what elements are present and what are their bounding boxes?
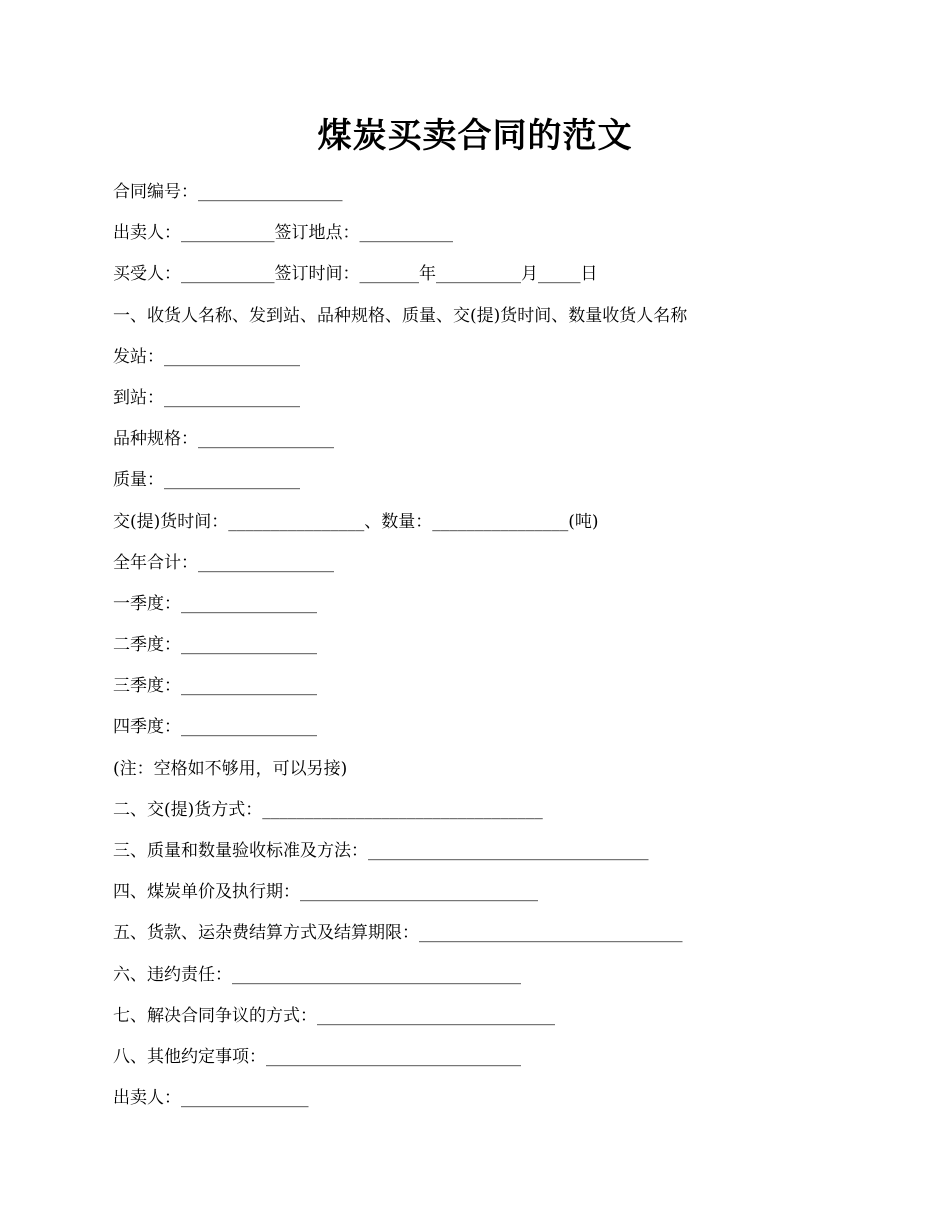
document-title: 煤炭买卖合同的范文 [317,116,633,156]
departure-station-line: 发站：________________ [113,346,300,367]
section-7-line: 七、解决合同争议的方式：____________________________ [113,1005,555,1026]
contract-number-line: 合同编号：_________________ [113,182,343,202]
arrival-station-line: 到站：________________ [113,387,300,408]
section-5-line: 五、货款、运杂费结算方式及结算期限：_______________________________ [113,923,683,944]
delivery-time-quantity-line: 交(提)货时间：________________、数量：________________(吨) [113,511,599,532]
section-2-line: 二、交(提)货方式：_________________________________ [113,799,543,820]
quarter-1-line: 一季度：________________ [113,593,317,614]
section-3-line: 三、质量和数量验收标准及方法：_________________________________ [113,841,649,861]
note-line: (注：空格如不够用，可以另接) [113,758,348,779]
section-8-line: 八、其他约定事项：______________________________ [113,1046,521,1067]
section-1-heading: 一、收货人名称、发到站、品种规格、质量、交(提)货时间、数量收货人名称 [113,305,688,326]
contract-body [113,176,853,1123]
annual-total-line: 全年合计：________________ [113,552,334,573]
variety-spec-line: 品种规格：________________ [113,429,334,450]
buyer-signing-time-line: 买受人：___________签订时间：_______年__________月_____日 [113,264,598,285]
seller-signature-line: 出卖人：_______________ [113,1088,309,1109]
quality-line: 质量：________________ [113,470,300,491]
seller-signing-place-line: 出卖人：___________签订地点：___________ [113,223,453,244]
quarter-4-line: 四季度：________________ [113,717,317,738]
quarter-2-line: 二季度：________________ [113,635,317,656]
section-6-line: 六、违约责任：__________________________________ [113,964,521,985]
quarter-3-line: 三季度：________________ [113,676,317,697]
section-4-line: 四、煤炭单价及执行期：____________________________ [113,882,538,903]
